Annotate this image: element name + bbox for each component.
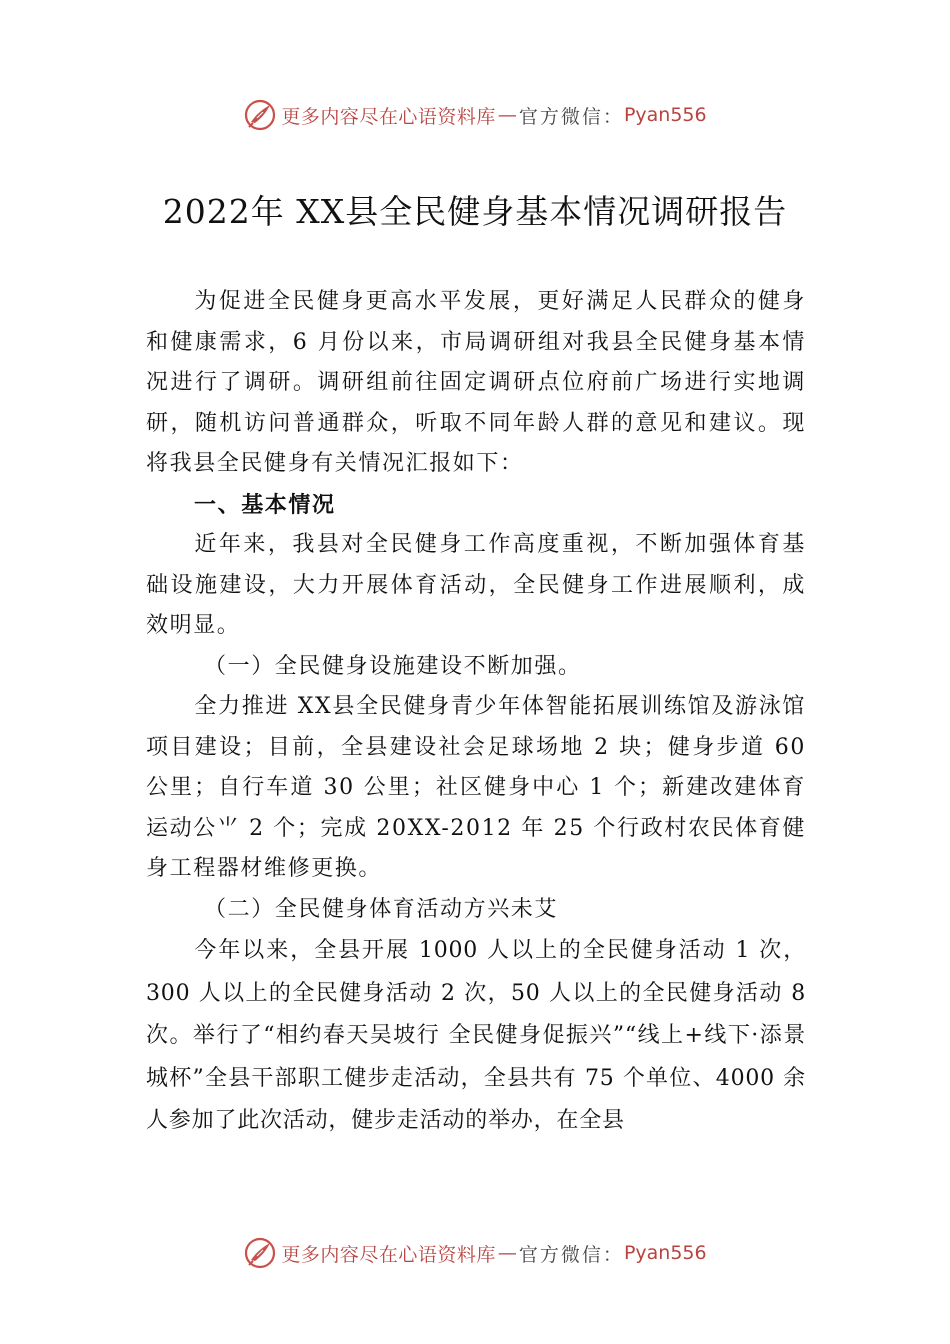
watermark-header (0, 95, 950, 135)
watermark-dash: — (497, 104, 517, 126)
section-heading-basic: 一、基本情况 (194, 491, 336, 518)
subsection-paragraph-activities: 今年以来，全县开展 1000 人以上的全民健身活动 1 次，300 人以上的全民健身活动 2 次，50 人以上的全民健身活动 8 次。举行了“相约春天吴坡行 全民健身促振兴”“线上+线下·添景城杯”全县干部职工健步走活动，全县共有 75 个单位、4000 余人参加了此次活动，健步走活动的举办，在全县 (146, 938, 806, 1133)
watermark-footer (0, 1233, 950, 1273)
subsection-heading-facilities: （一）全民健身设施建设不断加强。 (204, 653, 582, 679)
watermark-label: 官方微信： (518, 105, 624, 128)
document-title: 2022年 XX县全民健身基本情况调研报告 (162, 192, 788, 231)
subsection-heading-activities: （二）全民健身体育活动方兴未艾 (204, 896, 559, 922)
subsection-paragraph-facilities: 全力推进 XX县全民健身青少年体智能拓展训练馆及游泳馆项目建设；目前，全县建设社会足球场地 2 块；健身步道 60 公里；自行车道 30 公里；社区健身中心 1 个；新建改建体育运动公⺌ 2 个；完成 20XX-2012 年 25 个行政村农民体育健身工程器材维修更换。 (146, 694, 806, 881)
watermark-wechat-id: Pyan556 (623, 104, 707, 126)
watermark-site-text: 更多内容尽在心语资料库 (281, 1243, 496, 1266)
quill-logo-icon (243, 98, 277, 132)
watermark-dash: — (497, 1242, 517, 1264)
watermark-label: 官方微信： (518, 1243, 624, 1266)
intro-paragraph: 为促进全民健身更高水平发展，更好满足人民群众的健身和健康需求，6 月份以来，市局调研组对我县全民健身基本情况进行了调研。调研组前往固定调研点位府前广场进行实地调研，随机访问普通群众，听取不同年龄人群的意见和建议。现将我县全民健身有关情况汇报如下： (146, 289, 806, 476)
section-paragraph-basic: 近年来，我县对全民健身工作高度重视，不断加强体育基础设施建设，大力开展体育活动，全民健身工作进展顺利，成效明显。 (146, 532, 806, 638)
watermark-wechat-id: Pyan556 (623, 1242, 707, 1264)
quill-logo-icon (243, 1236, 277, 1270)
watermark-site-text: 更多内容尽在心语资料库 (281, 105, 496, 128)
document-body (146, 282, 806, 1143)
